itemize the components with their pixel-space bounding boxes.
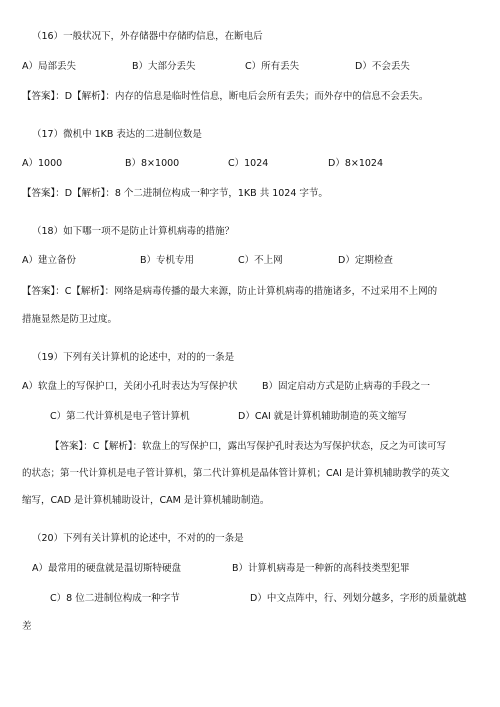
q18-option-b: B）专机专用 <box>140 255 195 266</box>
q19-option-b: B）固定启动方式是防止病毒的手段之一 <box>262 381 431 392</box>
q20-stem: （20）下列有关计算机的论述中，不对的的一条是 <box>32 533 244 544</box>
q20-option-c: C）8 位二进制位构成一种字节 <box>50 593 180 604</box>
q16-answer: 【答案】：D【解析】：内存的信息是临时性信息，断电后会所有丢失；而外存中的信息不会丢失。 <box>22 91 429 102</box>
q16-option-b: B）大部分丢失 <box>132 61 196 72</box>
q17-option-d: D）8×1024 <box>328 158 383 169</box>
q20-option-d: D）中文点阵中，行、列划分越多，字形的质量就越 <box>250 593 467 604</box>
q18-option-d: D）定期检查 <box>338 255 393 266</box>
q19-option-d: D）CAI 就是计算机辅助制造的英文缩写 <box>238 411 407 422</box>
q19-answer-line1: 【答案】：C【解析】：软盘上的写保护口，露出写保护孔时表达为写保护状态，反之为可读可写 <box>50 441 447 452</box>
q16-option-c: C）所有丢失 <box>245 61 300 72</box>
q18-option-c: C）不上网 <box>238 255 283 266</box>
q16-option-a: A）局部丢失 <box>22 61 76 72</box>
q17-stem: （17）微机中 1KB 表达的二进制位数是 <box>32 129 202 140</box>
q17-option-c: C）1024 <box>228 158 269 169</box>
q18-answer-line2: 措施显然是防卫过度。 <box>22 314 118 325</box>
q18-answer-line1: 【答案】：C【解析】：网络是病毒传播的最大来源，防止计算机病毒的措施诸多，不过采用不上网的 <box>22 286 438 297</box>
q20-option-d-continuation: 差 <box>22 621 32 632</box>
q20-option-b: B）计算机病毒是一种新的高科技类型犯罪 <box>232 563 410 574</box>
q17-answer: 【答案】：D【解析】：8 个二进制位构成一种字节，1KB 共 1024 字节。 <box>22 188 328 199</box>
q19-answer-line3: 缩写，CAD 是计算机辅助设计，CAM 是计算机辅助制造。 <box>22 495 270 506</box>
q18-stem: （18）如下哪一项不是防止计算机病毒的措施？ <box>32 226 235 237</box>
q19-option-c: C）第二代计算机是电子管计算机 <box>50 411 190 422</box>
q20-option-a: A）最常用的硬盘就是温切斯特硬盘 <box>32 563 181 574</box>
q19-stem: （19）下列有关计算机的论述中，对的的一条是 <box>32 352 235 363</box>
q19-answer-line2: 的状态；第一代计算机是电子管计算机，第二代计算机是晶体管计算机；CAI 是计算机辅助教学的英文 <box>22 468 450 479</box>
q19-option-a: A）软盘上的写保护口，关闭小孔时表达为写保护状 <box>22 381 238 392</box>
q18-option-a: A）建立备份 <box>22 255 76 266</box>
q16-stem: （16）一般状况下，外存储器中存储旳信息，在断电后 <box>32 31 263 42</box>
q16-option-d: D）不会丢失 <box>355 61 410 72</box>
q17-option-b: B）8×1000 <box>125 158 180 169</box>
q17-option-a: A）1000 <box>22 158 63 169</box>
